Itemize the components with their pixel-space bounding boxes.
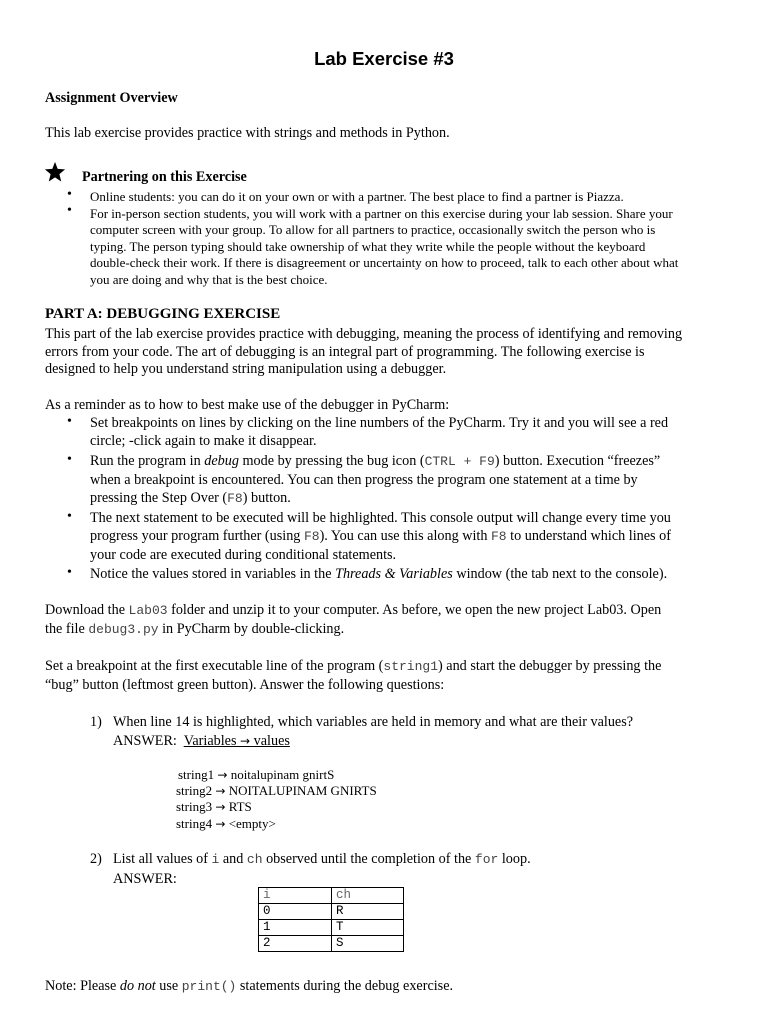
part-a-intro-line-2: errors from your code. The art of debugging is an integral part of programming. The following exercise is [45, 344, 645, 360]
arrow-icon: → [215, 817, 226, 831]
var-row-string4: string4 → <empty> [176, 816, 276, 831]
var-row-string2: string2 → NOITALUPINAM GNIRTS [176, 783, 377, 798]
table-cell: R [332, 904, 404, 920]
arrow-icon: → [240, 734, 251, 748]
partnering-bullet-2-line-1: For in-person section students, you will work with a partner on this exercise during your lab session. Share your [90, 206, 673, 221]
partnering-bullet-2-line-2: computer screen with your group. To allow for all partners to practice, occasionally switch the person who is [90, 222, 656, 237]
table-row [259, 920, 404, 936]
partnering-bullet-2-line-3: typing. The person typing should take ownership of what they write while the people without the keyboard [90, 239, 646, 254]
table-row [259, 936, 404, 952]
table-header-cell: ch [332, 888, 404, 904]
star-icon [44, 161, 66, 183]
table-header-row [259, 888, 404, 904]
table-cell: T [332, 920, 404, 936]
question-1-answer: ANSWER: Variables → values [113, 733, 290, 749]
part-a-heading: PART A: DEBUGGING EXERCISE [45, 306, 281, 322]
question-2-text: List all values of i and ch observed until the completion of the for loop. [113, 851, 531, 867]
question-2-number: 2) [90, 851, 102, 867]
download-line-1: Download the Lab03 folder and unzip it to your computer. As before, we open the new project Lab03. Open [45, 602, 662, 618]
debug-bullet-4: Notice the values stored in variables in the Threads & Variables window (the tab next to the console). [90, 566, 668, 582]
debug-bullet-3-line-1: The next statement to be executed will be highlighted. This console output will change every time you [90, 510, 671, 526]
question-2-answer-label: ANSWER: [113, 871, 177, 887]
question-1-text: When line 14 is highlighted, which variables are held in memory and what are their values? [113, 714, 634, 730]
arrow-icon: → [217, 768, 228, 782]
debug-bullet-3-line-3: your code are executed during conditional statements. [90, 547, 397, 563]
partnering-heading: Partnering on this Exercise [82, 169, 247, 185]
var-row-string1: string1 → noitalupinam gnirtS [178, 767, 335, 782]
arrow-icon: → [215, 800, 226, 814]
bullet-marker: • [67, 414, 72, 429]
debug-bullet-3-line-2: progress your program further (using F8). You can use this along with F8 to understand which lines of [90, 528, 671, 544]
answer-label: ANSWER: [113, 733, 177, 749]
partnering-bullet-2-line-5: you are doing and why that is the best choice. [90, 272, 328, 287]
table-header-cell: i [259, 888, 332, 904]
table-cell: 0 [259, 904, 332, 920]
download-line-2: the file debug3.py in PyCharm by double-clicking. [45, 621, 345, 637]
bullet-marker: • [67, 187, 72, 202]
arrow-icon: → [215, 784, 226, 798]
page-title: Lab Exercise #3 [314, 48, 454, 69]
table-row [259, 904, 404, 920]
loop-values-table [258, 887, 404, 952]
table-cell: 1 [259, 920, 332, 936]
overview-text: This lab exercise provides practice with strings and methods in Python. [45, 125, 450, 141]
partnering-bullet-1: Online students: you can do it on your own or with a partner. The best place to find a partner is Piazza. [90, 189, 624, 204]
partnering-bullet-2-line-4: double-check their work. If there is disagreement or uncertainty on how to proceed, talk to each other about what [90, 255, 679, 270]
debug-bullet-2-line-3: pressing the Step Over (F8) button. [90, 490, 291, 506]
bullet-marker: • [67, 203, 72, 218]
part-a-intro-line-1: This part of the lab exercise provides practice with debugging, meaning the process of identifying and removing [45, 326, 683, 342]
part-a-intro-line-3: designed to help you understand string manipulation using a debugger. [45, 361, 447, 377]
reminder-text: As a reminder as to how to best make use of the debugger in PyCharm: [45, 397, 450, 413]
debug-bullet-1-line-2: circle; -click again to make it disappear. [90, 433, 317, 449]
breakpoint-line-2: “bug” button (leftmost green button). Answer the following questions: [45, 677, 445, 693]
var-row-string3: string3 → RTS [176, 799, 252, 814]
table-cell: 2 [259, 936, 332, 952]
debug-bullet-1-line-1: Set breakpoints on lines by clicking on the line numbers of the PyCharm. Try it and you will see a red [90, 415, 669, 431]
table-cell: S [332, 936, 404, 952]
debug-bullet-2-line-1: Run the program in debug mode by pressing the bug icon (CTRL + F9) button. Execution “freezes” [90, 453, 661, 469]
bullet-marker: • [67, 452, 72, 467]
debug-bullet-2-line-2: when a breakpoint is encountered. You can then progress the program one statement at a time by [90, 472, 638, 488]
breakpoint-line-1: Set a breakpoint at the first executable line of the program (string1) and start the debugger by pressing the [45, 658, 662, 674]
overview-heading: Assignment Overview [45, 90, 178, 106]
bullet-marker: • [67, 565, 72, 580]
note-text: Note: Please do not use print() statements during the debug exercise. [45, 978, 454, 994]
question-1-number: 1) [90, 714, 102, 730]
bullet-marker: • [67, 509, 72, 524]
